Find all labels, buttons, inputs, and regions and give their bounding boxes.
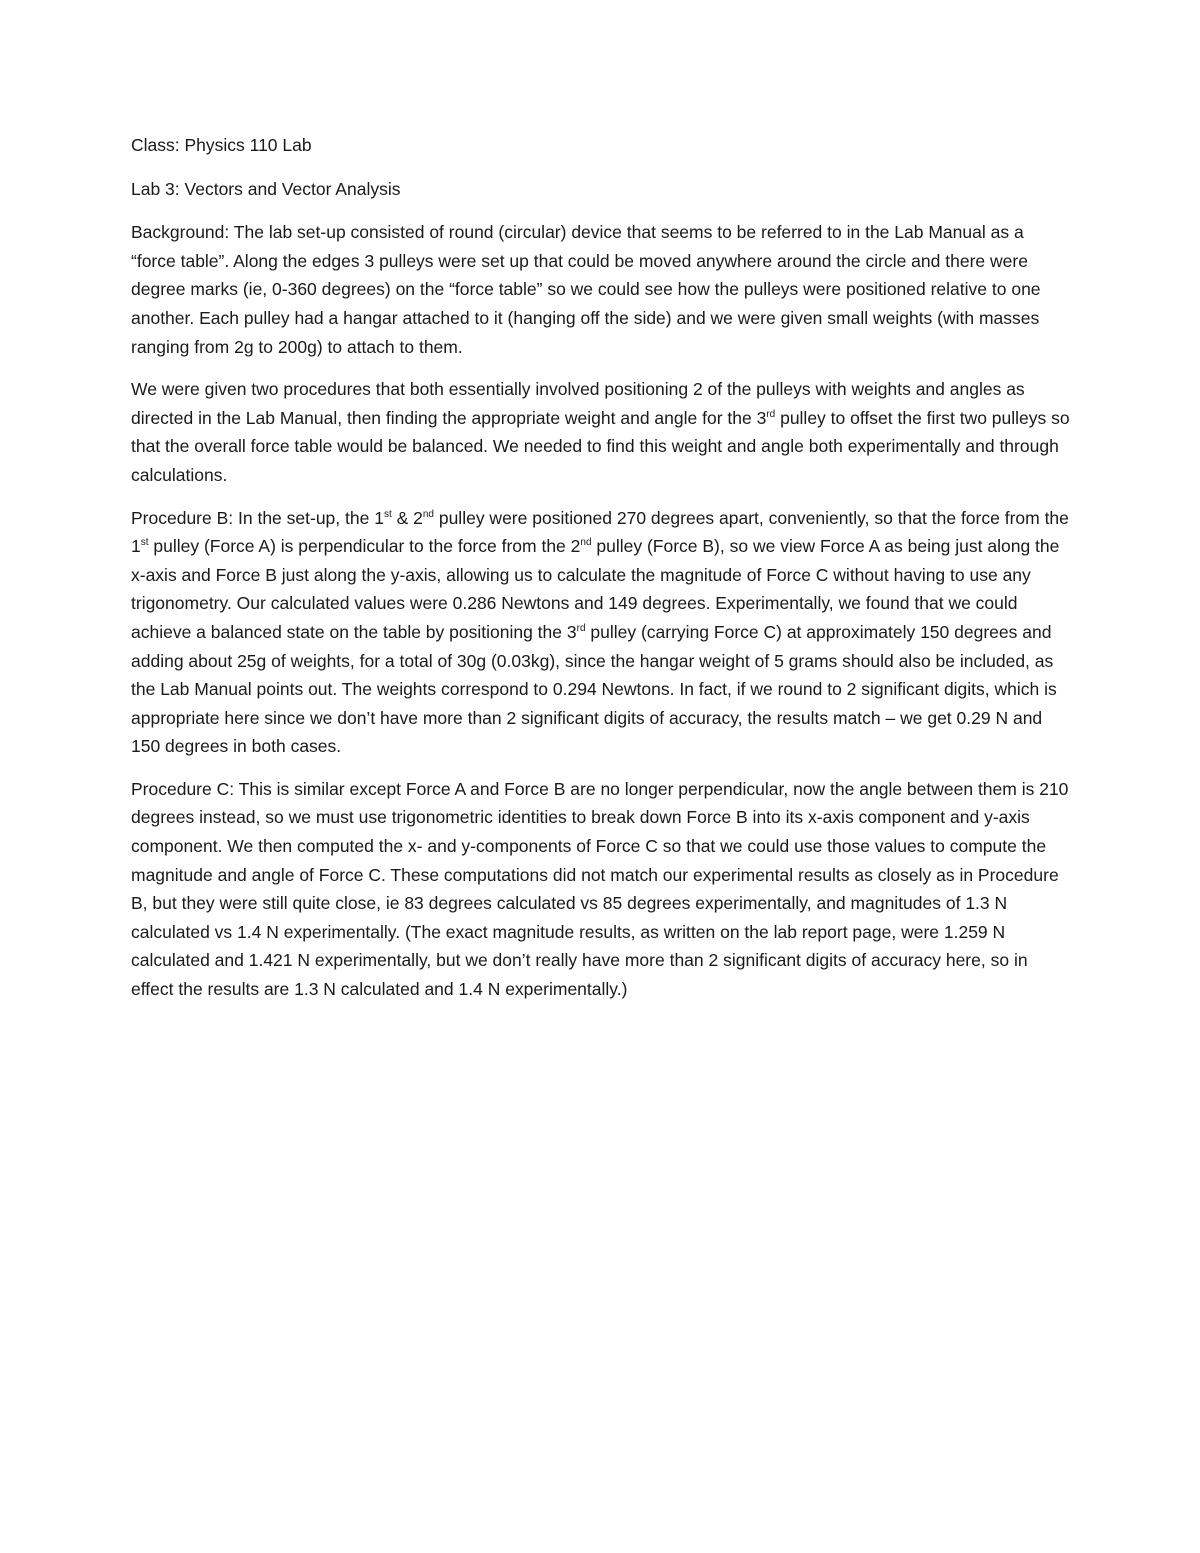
ordinal-suffix: rd [766, 408, 776, 420]
procedure-b-text-1: Procedure B: In the set-up, the 1 [131, 507, 384, 528]
background-paragraph: Background: The lab set-up consisted of round (circular) device that seems to be referred to in the Lab Manual as a “force table”. Along the edges 3 pulleys were set up that could be moved anywhere around the circle and there were degree marks (ie, 0-360 degrees) on the “force table” so we could see how the pulleys were positioned relative to one another. Each pulley had a hangar attached to it (hanging off the side) and we were given small weights (with masses ranging from 2g to 200g) to attach to them. [131, 222, 1041, 357]
procedure-b-paragraph [131, 504, 1071, 761]
procedure-b-text-3: pulley were positioned 270 degrees apart, conveniently, so that the force from the 1 [131, 507, 1069, 557]
procedure-b-text-5: pulley (Force B), so we view Force A as being just along the x-axis and Force B just along the y-axis, allowing us to calculate the magnitude of Force C without having to use any trigonometry. Our calculated values were 0.286 Newtons and 149 degrees. Experimentally, we found that we could achieve a balanced state on the table by positioning the 3 [131, 536, 1060, 642]
procedure-b-text-4: pulley (Force A) is perpendicular to the force from the 2 [148, 536, 581, 557]
class-line: Class: Physics 110 Lab [131, 135, 312, 155]
ordinal-suffix: nd [580, 537, 592, 549]
ordinal-suffix: nd [422, 508, 434, 520]
ordinal-suffix: rd [576, 622, 586, 634]
ordinal-suffix: st [383, 508, 392, 520]
lab-title: Lab 3: Vectors and Vector Analysis [131, 178, 401, 199]
procedures-intro-text-2: pulley to offset the first two pulleys so that the overall force table would be balanced. We needed to find this weight and angle both experimentally and through calculations. [131, 407, 1070, 485]
procedure-c-paragraph: Procedure C: This is similar except Force A and Force B are no longer perpendicular, now the angle between them is 210 degrees instead, so we must use trigonometric identities to break down Force B into its x-axis component and y-axis component. We then computed the x- and y-components of Force C so that we could use those values to compute the magnitude and angle of Force C. These computations did not match our experimental results as closely as in Procedure B, but they were still quite close, ie 83 degrees calculated vs 85 degrees experimentally, and magnitudes of 1.3 N calculated vs 1.4 N experimentally. (The exact magnitude results, as written on the lab report page, were 1.259 N calculated and 1.421 N experimentally, but we don’t really have more than 2 significant digits of accuracy here, so in effect the results are 1.3 N calculated and 1.4 N experimentally.) [131, 778, 1069, 1000]
procedures-intro-text-1: We were given two procedures that both essentially involved positioning 2 of the pulleys with weights and angles as directed in the Lab Manual, then finding the appropriate weight and angle for the 3 [131, 379, 1025, 428]
procedure-b-text-2: & 2 [391, 507, 423, 528]
procedure-b-text-6: pulley (carrying Force C) at approximately 150 degrees and adding about 25g of weights, for a total of 30g (0.03kg), since the hangar weight of 5 grams should also be included, as the Lab Manual points out. The weights correspond to 0.294 Newtons. In fact, if we round to 2 significant digits, which is appropriate here since we don’t have more than 2 significant digits of accuracy, the results match – we get 0.29 N and 150 degrees in both cases. [131, 621, 1057, 757]
ordinal-suffix: st [140, 537, 149, 549]
procedures-intro-paragraph [131, 375, 1071, 489]
document-body [131, 131, 1071, 1018]
